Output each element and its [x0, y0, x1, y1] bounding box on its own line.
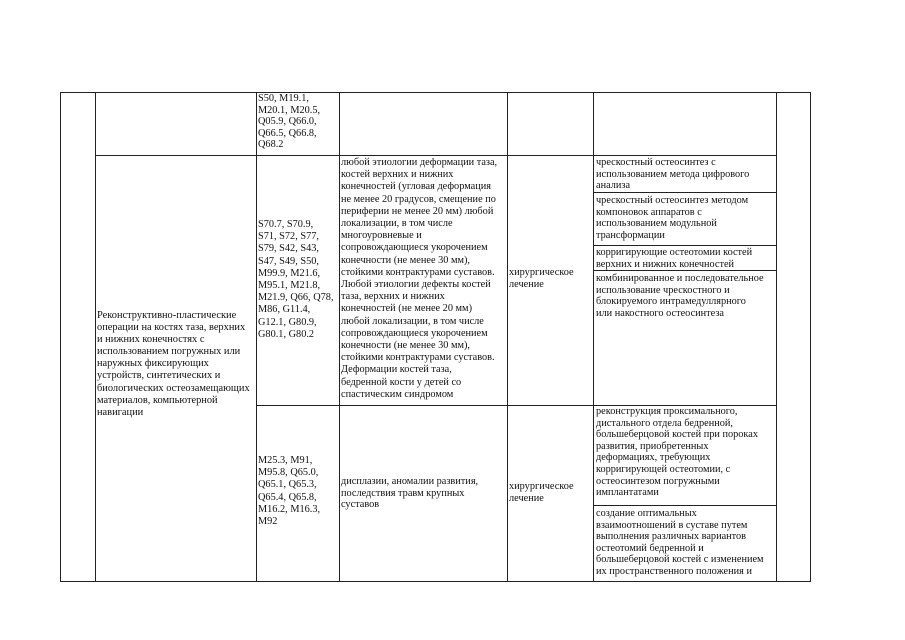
row2-codes: S70.7, S70.9, S71, S72, S77, S79, S42, S43, S47, S49, S50, M99.9, M21.6, M95.1, M21.8, M21.9, Q66, Q78, M86, G11.4, G12.1, G80.9, G80.1, G80.2 — [258, 219, 334, 340]
method-item: реконструкция проксимального, дистального отдела бедренной, большеберцовой костей при пороках развития, приобретенных деформациях, требующих корригирующей остеотомии, с остеосинтезом погружными имплантатами — [596, 406, 758, 499]
col-border-6 — [776, 92, 777, 582]
table-bottom-border — [60, 581, 811, 582]
row1-codes: S50, M19.1, M20.1, M20.5, Q05.9, Q66.0, Q66.5, Q66.8, Q68.2 — [258, 93, 321, 151]
method-item: чрескостный остеосинтез с использованием метода цифрового анализа — [596, 157, 750, 192]
col-border-1 — [95, 92, 96, 582]
col-border-4 — [507, 92, 508, 582]
col-border-2 — [256, 92, 257, 582]
row2-diagnosis: любой этиологии деформации таза, костей верхних и нижних конечностей (угловая деформация не менее 20 градусов, смещение по периферии не менее 20 мм) любой локализации, в том числе многоуровневые и сопровождающиеся укорочением конечности (не менее 30 мм), стойкими контрактурами суставов. Любой этиологии дефекты костей таза, верхних и нижних конечностей (не менее 20 мм) любой локализации, в том числе сопровождающиеся укорочением конечности (не менее 30 мм), стойкими контрактурами суставов. Деформации костей таза, бедренной кости у детей со спастическим синдромом — [341, 157, 498, 400]
method-item: создание оптимальных взаимоотношений в суставе путем выполнения различных вариантов остеотомий бедренной и большеберцовой костей с изменением их пространственного положения и — [596, 508, 764, 577]
row2-treatment: хирургическое лечение — [509, 267, 574, 290]
table-top-border — [60, 92, 811, 93]
row3-diagnosis: дисплазии, аномалии развития, последствия травм крупных суставов — [341, 476, 479, 511]
row2-name: Реконструктивно-пластические операции на костях таза, верхних и нижних конечностях с использованием погружных или наружных фиксирующих устройств, синтетических и биологических остеозамещающих материалов, компьютерной навигации — [97, 310, 250, 418]
row1-bottom-border — [95, 155, 776, 156]
row3-treatment: хирургическое лечение — [509, 481, 574, 504]
col-border-0 — [60, 92, 61, 582]
col-border-5 — [593, 92, 594, 582]
col-border-7 — [810, 92, 811, 582]
method-separator — [593, 505, 776, 506]
method-item: корригирующие остеотомии костей верхних и нижних конечностей — [596, 247, 753, 270]
method-separator — [593, 192, 776, 193]
method-item: комбинированное и последовательное использование чрескостного и блокируемого интрамедуллярного или накостного остеосинтеза — [596, 273, 764, 319]
row3-codes: M25.3, M91, M95.8, Q65.0, Q65.1, Q65.3, Q65.4, Q65.8, M16.2, M16.3, M92 — [258, 455, 321, 528]
method-separator — [593, 245, 776, 246]
method-item: чрескостный остеосинтез методом компоновок аппаратов с использованием модульной трансформации — [596, 195, 749, 241]
